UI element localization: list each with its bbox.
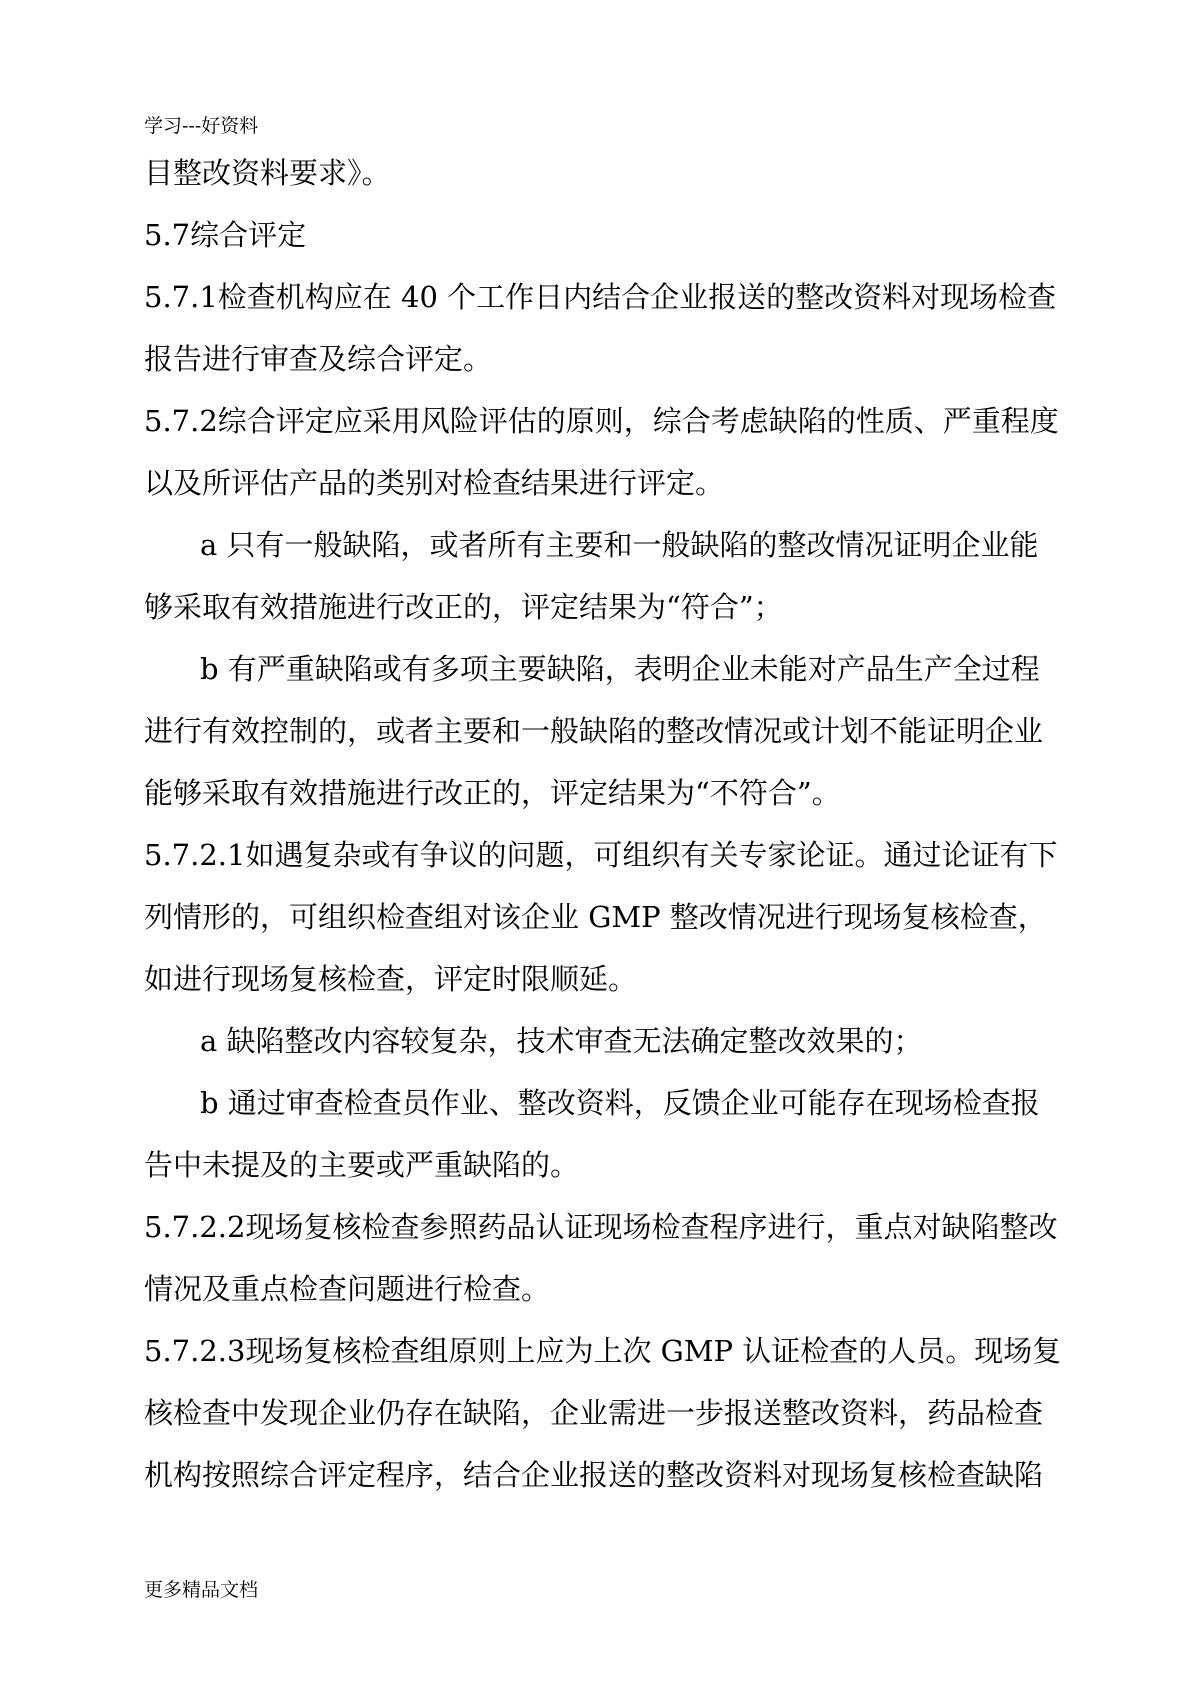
list-item-b: b 有严重缺陷或有多项主要缺陷，表明企业未能对产品生产全过程: [200, 652, 1040, 686]
text-line: 够采取有效措施进行改正的，评定结果为“符合”；: [144, 590, 783, 624]
text-line: 5.7.2综合评定应采用风险评估的原则，综合考虑缺陷的性质、严重程度: [144, 404, 1059, 438]
list-item-a: a 只有一般缺陷，或者所有主要和一般缺陷的整改情况证明企业能: [200, 528, 1039, 562]
text-line: 目整改资料要求》。: [144, 156, 391, 190]
text-line: 报告进行审查及综合评定。: [144, 342, 493, 376]
page-header-note: 学习---好资料: [144, 115, 259, 137]
text-line: 如进行现场复核检查，评定时限顺延。: [144, 962, 638, 996]
text-line: 5.7.2.2现场复核检查参照药品认证现场检查程序进行，重点对缺陷整改: [144, 1210, 1058, 1244]
text-line: 机构按照综合评定程序，结合企业报送的整改资料对现场复核检查缺陷: [144, 1458, 1044, 1492]
page-footer-note: 更多精品文档: [144, 1579, 259, 1601]
list-item-b: b 通过审查检查员作业、整改资料，反馈企业可能存在现场检查报: [200, 1086, 1040, 1120]
text-line: 列情形的，可组织检查组对该企业 GMP 整改情况进行现场复核检查，: [144, 900, 1047, 934]
text-line: 能够采取有效措施进行改正的，评定结果为“不符合”。: [144, 776, 841, 810]
text-line: 以及所评估产品的类别对检查结果进行评定。: [144, 466, 725, 500]
text-line: 核检查中发现企业仍存在缺陷，企业需进一步报送整改资料，药品检查: [144, 1396, 1044, 1430]
document-body: [144, 142, 1064, 1506]
text-line: 5.7.2.1如遇复杂或有争议的问题，可组织有关专家论证。通过论证有下: [144, 838, 1058, 872]
text-line: 情况及重点检查问题进行检查。: [144, 1272, 551, 1306]
text-line: 告中未提及的主要或严重缺陷的。: [144, 1148, 580, 1182]
list-item-a: a 缺陷整改内容较复杂，技术审查无法确定整改效果的；: [200, 1024, 923, 1058]
text-line: 进行有效控制的，或者主要和一般缺陷的整改情况或计划不能证明企业: [144, 714, 1044, 748]
text-line: 5.7.2.3现场复核检查组原则上应为上次 GMP 认证检查的人员。现场复: [144, 1334, 1062, 1368]
section-heading: 5.7综合评定: [144, 218, 307, 252]
text-line: 5.7.1检查机构应在 40 个工作日内结合企业报送的整改资料对现场检查: [144, 280, 1057, 314]
